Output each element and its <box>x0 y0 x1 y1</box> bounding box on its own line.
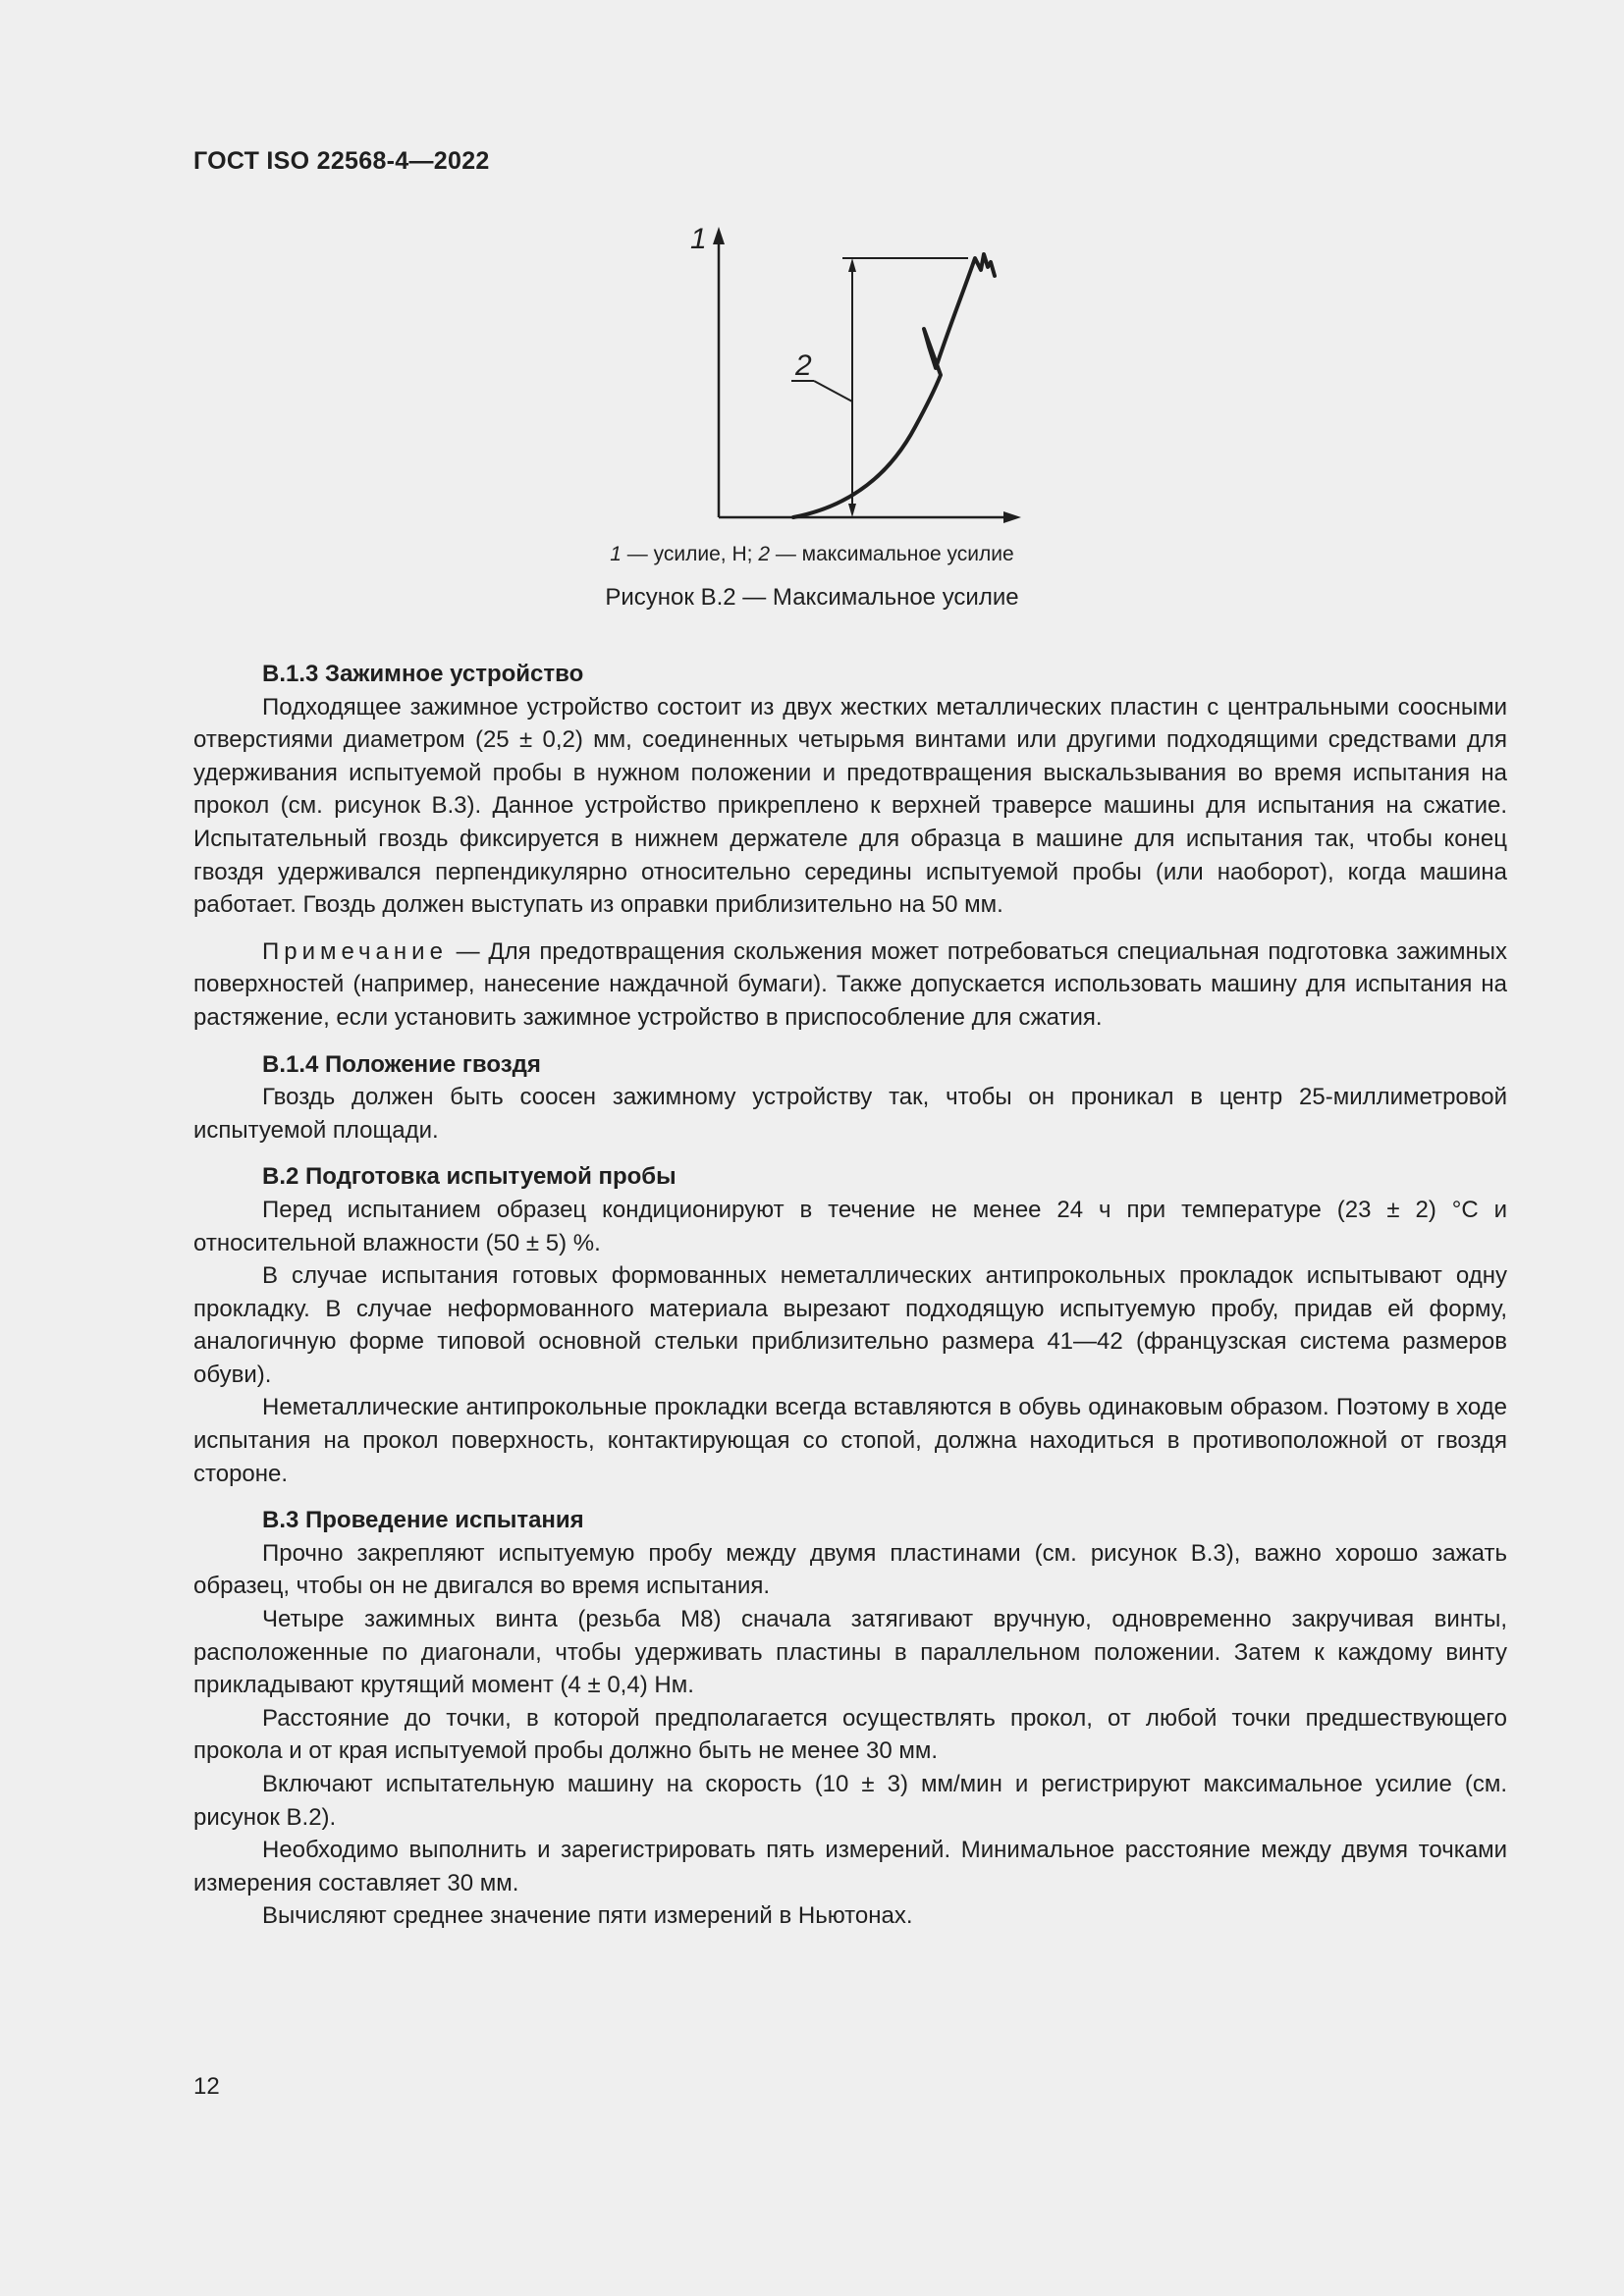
note-label: Примечание <box>262 937 448 965</box>
label-2-leader <box>814 381 852 401</box>
curve-label-2: 2 <box>795 349 812 382</box>
figure-legend <box>0 543 1624 566</box>
section-heading-b13: B.1.3 Зажимное устройство <box>262 661 584 687</box>
legend-number-1: 1 <box>610 543 622 565</box>
paragraph: Прочно закрепляют испытуемую пробу между двумя пластинами (см. рисунок В.3), важно хорошо зажать образец, чтобы он не двигался во время испытания. <box>193 1539 1507 1600</box>
paragraph: Четыре зажимных винта (резьба М8) сначала затягивают вручную, одновременно закручивая винты, расположенные по диагонали, чтобы удерживать пластины в параллельном положении. Затем к каждому винту прикладывают крутящий момент (4 ± 0,4) Нм. <box>193 1606 1507 1699</box>
paragraph: Перед испытанием образец кондиционируют в течение не менее 24 ч при температуре (23 ± 2) °С и относительной влажности (50 ± 5) %. <box>193 1196 1507 1256</box>
page-number: 12 <box>193 2073 220 2100</box>
paragraph: Гвоздь должен быть соосен зажимному устройству так, чтобы он проникал в центр 25-миллиметровой испытуемой площади. <box>193 1084 1507 1144</box>
axis-label-1: 1 <box>690 223 707 255</box>
legend-text-2: — максимальное усилие <box>770 543 1014 565</box>
paragraph: Необходимо выполнить и зарегистрировать пять измерений. Минимальное расстояние между двумя точками измерения составляет 30 мм. <box>193 1837 1507 1896</box>
section-heading-b2: B.2 Подготовка испытуемой пробы <box>262 1163 677 1191</box>
force-curve-diagram <box>628 221 1021 535</box>
note-text: — Для предотвращения скольжения может потребоваться специальная подготовка зажимных поверхностей (например, нанесение наждачной бумаги). Также допускается использовать машину для испытания на растяжение, если установить зажимное устройство в приспособление для сжатия. <box>193 937 1507 1031</box>
section-heading-b3: B.3 Проведение испытания <box>262 1507 584 1534</box>
figure-b2 <box>628 221 1021 535</box>
paragraph: Включают испытательную машину на скорость (10 ± 3) мм/мин и регистрируют максимальное усилие (см. рисунок В.2). <box>193 1771 1507 1831</box>
max-force-arrow-top <box>848 258 856 272</box>
legend-number-2: 2 <box>758 543 770 565</box>
paragraph: Неметаллические антипрокольные прокладки всегда вставляются в обувь одинаковым образом. Поэтому в ходе испытания на прокол поверхность, контактирующая со стопой, должна находиться в противоположной от гвоздя стороне. <box>193 1394 1507 1487</box>
note-paragraph <box>193 935 1507 1035</box>
max-force-arrow-bottom <box>848 504 856 517</box>
x-axis-arrow <box>1003 511 1021 523</box>
paragraph: Вычисляют среднее значение пяти измерений в Ньютонах. <box>262 1902 913 1930</box>
y-axis-arrow <box>713 227 725 244</box>
paragraph: Подходящее зажимное устройство состоит из двух жестких металлических пластин с центральными соосными отверстиями диаметром (25 ± 0,2) мм, соединенных четырьмя винтами или другими подходящими средствами для удерживания испытуемой пробы в нужном положении и предотвращения выскальзывания во время испытания на прокол (см. рисунок В.3). Данное устройство прикреплено к верхней траверсе машины для испытания на сжатие. Испытательный гвоздь фиксируется в нижнем держателе для образца в машине для испытания так, чтобы конец гвоздя удерживался перпендикулярно относительно середины испытуемой пробы (или наоборот), когда машина работает. Гвоздь должен выступать из оправки приблизительно на 50 мм. <box>193 693 1507 919</box>
document-header: ГОСТ ISO 22568-4—2022 <box>193 147 490 175</box>
figure-caption: Рисунок В.2 — Максимальное усилие <box>605 584 1019 611</box>
document-body <box>193 658 1507 1933</box>
legend-text-1: — усилие, Н; <box>621 543 759 565</box>
section-heading-b14: B.1.4 Положение гвоздя <box>262 1050 541 1078</box>
paragraph: Расстояние до точки, в которой предполагается осуществлять прокол, от любой точки предшествующего прокола и от края испытуемой пробы должно быть не менее 30 мм. <box>193 1704 1507 1765</box>
paragraph: В случае испытания готовых формованных неметаллических антипрокольных прокладок испытывают одну прокладку. В случае неформованного материала вырезают подходящую испытуемую пробу, придав ей форму, аналогичную форме типовой основной стельки приблизительно размера 41—42 (французская система размеров обуви). <box>193 1262 1507 1388</box>
